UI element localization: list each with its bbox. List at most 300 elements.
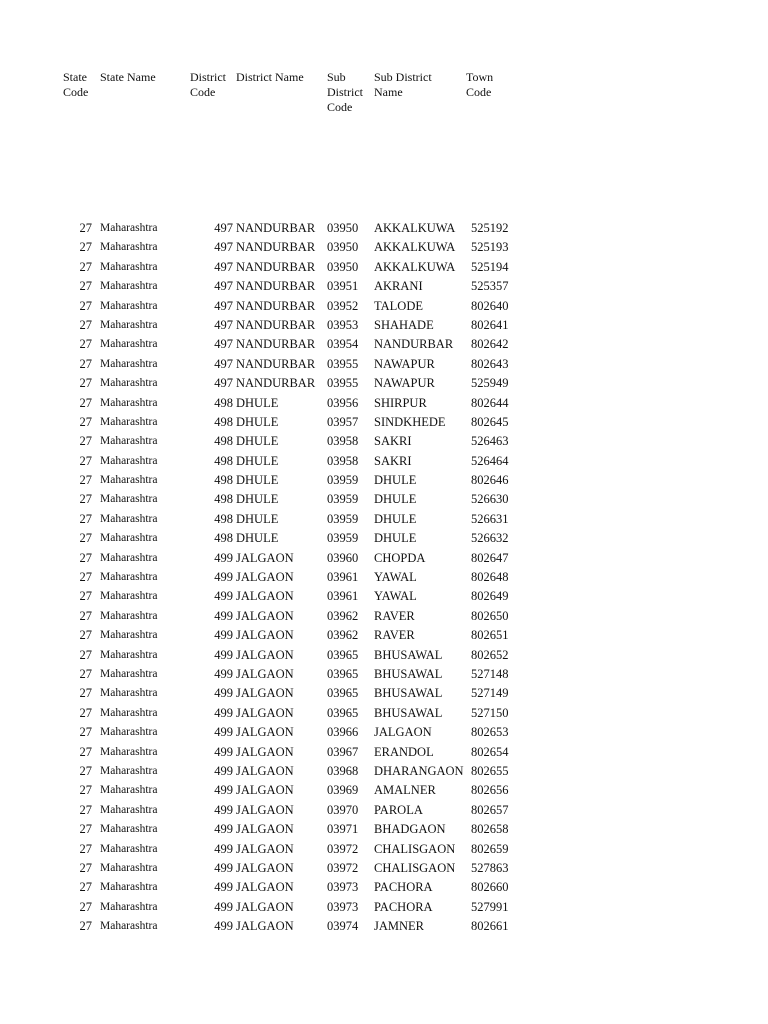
cell-sub-district-code: 03950	[327, 240, 359, 255]
cell-town-code: 802658	[471, 822, 509, 837]
cell-state-code: 27	[79, 395, 92, 410]
header-district-name: District Name	[236, 70, 304, 84]
cell-district-name: NANDURBAR	[236, 221, 316, 235]
cell-sub-district-name: CHOPDA	[374, 550, 426, 565]
cell-state-code: 27	[79, 919, 92, 934]
table-row	[0, 665, 768, 684]
cell-town-code: 802646	[471, 473, 509, 488]
table-row	[0, 413, 768, 432]
cell-sub-district-name: PAROLA	[374, 802, 423, 817]
cell-district-name: DHULE	[236, 414, 279, 429]
cell-district-name: JALGAON	[236, 686, 294, 701]
cell-state-code: 27	[79, 337, 92, 352]
table-row	[0, 219, 768, 238]
cell-state-name: Maharashtra	[100, 823, 158, 836]
cell-state-code: 27	[79, 279, 92, 294]
cell-state-code: 27	[79, 317, 92, 332]
cell-sub-district-code: 03958	[327, 434, 359, 449]
cell-sub-district-name: BHUSAWAL	[374, 686, 443, 701]
cell-sub-district-code: 03955	[327, 356, 359, 371]
cell-district-code: 499	[214, 802, 233, 817]
cell-town-code: 802656	[471, 783, 509, 798]
cell-district-name: JALGAON	[236, 550, 294, 565]
table-row	[0, 743, 768, 762]
cell-district-name: JALGAON	[236, 647, 294, 662]
cell-district-name: JALGAON	[236, 802, 294, 817]
cell-sub-district-code: 03961	[327, 589, 359, 604]
table-row	[0, 840, 768, 859]
table-row	[0, 335, 768, 354]
cell-district-code: 499	[214, 783, 233, 798]
cell-sub-district-code: 03957	[327, 414, 359, 429]
cell-town-code: 525194	[471, 259, 509, 274]
cell-sub-district-code: 03967	[327, 744, 359, 759]
cell-state-code: 27	[79, 511, 92, 526]
cell-district-name: DHULE	[236, 511, 279, 526]
cell-state-name: Maharashtra	[100, 609, 158, 622]
cell-state-name: Maharashtra	[100, 764, 158, 777]
cell-district-code: 499	[214, 666, 233, 681]
cell-state-name: Maharashtra	[100, 377, 158, 390]
cell-district-name: NANDURBAR	[236, 298, 316, 313]
cell-sub-district-code: 03965	[327, 666, 359, 681]
cell-town-code: 802653	[471, 725, 509, 740]
cell-district-name: JALGAON	[236, 608, 294, 623]
cell-district-code: 498	[214, 453, 233, 468]
cell-town-code: 802651	[471, 628, 509, 643]
cell-sub-district-name: PACHORA	[374, 899, 433, 914]
cell-state-code: 27	[79, 376, 92, 391]
cell-state-code: 27	[79, 453, 92, 468]
cell-sub-district-code: 03969	[327, 783, 359, 798]
cell-state-name: Maharashtra	[100, 784, 158, 797]
cell-district-code: 499	[214, 686, 233, 701]
cell-state-name: Maharashtra	[100, 726, 158, 739]
cell-sub-district-code: 03954	[327, 337, 359, 352]
cell-town-code: 526631	[471, 511, 509, 526]
table-row	[0, 374, 768, 393]
cell-district-code: 499	[214, 880, 233, 895]
cell-district-code: 499	[214, 860, 233, 875]
cell-sub-district-code: 03970	[327, 802, 359, 817]
cell-state-name: Maharashtra	[100, 861, 158, 874]
cell-district-name: JALGAON	[236, 628, 294, 643]
cell-district-code: 499	[214, 628, 233, 643]
cell-district-code: 499	[214, 589, 233, 604]
cell-state-code: 27	[79, 473, 92, 488]
cell-state-name: Maharashtra	[100, 648, 158, 661]
cell-sub-district-code: 03965	[327, 686, 359, 701]
cell-town-code: 525949	[471, 376, 509, 391]
cell-state-code: 27	[79, 570, 92, 585]
cell-state-name: Maharashtra	[100, 435, 158, 448]
cell-town-code: 802645	[471, 414, 509, 429]
cell-district-name: NANDURBAR	[236, 337, 316, 352]
cell-state-name: Maharashtra	[100, 551, 158, 564]
cell-sub-district-name: AKRANI	[374, 279, 423, 294]
cell-sub-district-name: JALGAON	[374, 725, 432, 740]
cell-sub-district-code: 03965	[327, 647, 359, 662]
table-row	[0, 878, 768, 897]
cell-district-code: 499	[214, 744, 233, 759]
cell-sub-district-code: 03973	[327, 880, 359, 895]
table-row	[0, 238, 768, 257]
cell-district-code: 499	[214, 550, 233, 565]
cell-district-name: JALGAON	[236, 570, 294, 585]
table-row	[0, 587, 768, 606]
cell-state-code: 27	[79, 763, 92, 778]
cell-sub-district-name: RAVER	[374, 628, 415, 643]
cell-sub-district-code: 03972	[327, 841, 359, 856]
cell-state-code: 27	[79, 860, 92, 875]
cell-sub-district-code: 03972	[327, 860, 359, 875]
cell-district-code: 499	[214, 919, 233, 934]
cell-district-code: 499	[214, 647, 233, 662]
cell-state-code: 27	[79, 550, 92, 565]
cell-state-code: 27	[79, 725, 92, 740]
table-row	[0, 316, 768, 335]
table-row	[0, 646, 768, 665]
table-row	[0, 490, 768, 509]
table-row	[0, 258, 768, 277]
cell-district-code: 497	[214, 376, 233, 391]
cell-district-name: NANDURBAR	[236, 240, 316, 255]
cell-state-code: 27	[79, 531, 92, 546]
cell-state-name: Maharashtra	[100, 493, 158, 506]
cell-sub-district-code: 03960	[327, 550, 359, 565]
header-town-code: Town Code	[466, 70, 494, 99]
cell-district-code: 498	[214, 414, 233, 429]
cell-state-code: 27	[79, 414, 92, 429]
table-row	[0, 781, 768, 800]
cell-town-code: 527863	[471, 860, 509, 875]
cell-sub-district-code: 03974	[327, 919, 359, 934]
cell-sub-district-name: ERANDOL	[374, 744, 434, 759]
cell-sub-district-name: RAVER	[374, 608, 415, 623]
cell-town-code: 802640	[471, 298, 509, 313]
cell-district-code: 498	[214, 473, 233, 488]
cell-sub-district-name: BHUSAWAL	[374, 666, 443, 681]
cell-sub-district-code: 03965	[327, 705, 359, 720]
cell-state-name: Maharashtra	[100, 571, 158, 584]
cell-state-name: Maharashtra	[100, 881, 158, 894]
cell-district-name: JALGAON	[236, 744, 294, 759]
cell-district-code: 497	[214, 356, 233, 371]
cell-town-code: 802647	[471, 550, 509, 565]
cell-district-code: 497	[214, 317, 233, 332]
cell-town-code: 525192	[471, 221, 509, 235]
cell-state-name: Maharashtra	[100, 532, 158, 545]
header-district-code: District Code	[190, 70, 226, 99]
cell-sub-district-code: 03956	[327, 395, 359, 410]
cell-sub-district-name: YAWAL	[374, 570, 417, 585]
cell-district-name: DHULE	[236, 531, 279, 546]
cell-sub-district-name: BHUSAWAL	[374, 705, 443, 720]
cell-district-code: 499	[214, 822, 233, 837]
cell-sub-district-name: CHALISGAON	[374, 860, 456, 875]
cell-state-name: Maharashtra	[100, 512, 158, 525]
cell-sub-district-name: AKKALKUWA	[374, 240, 456, 255]
cell-district-name: JALGAON	[236, 899, 294, 914]
table-row	[0, 898, 768, 917]
cell-state-code: 27	[79, 434, 92, 449]
table-row	[0, 510, 768, 529]
cell-district-code: 499	[214, 705, 233, 720]
cell-sub-district-code: 03971	[327, 822, 359, 837]
cell-district-code: 498	[214, 395, 233, 410]
cell-sub-district-name: SAKRI	[374, 434, 412, 449]
cell-town-code: 802650	[471, 608, 509, 623]
cell-town-code: 802654	[471, 744, 509, 759]
cell-state-code: 27	[79, 492, 92, 507]
cell-state-code: 27	[79, 589, 92, 604]
cell-district-code: 497	[214, 221, 233, 235]
cell-town-code: 802661	[471, 919, 509, 934]
table-row	[0, 471, 768, 490]
cell-town-code: 802644	[471, 395, 509, 410]
cell-state-code: 27	[79, 298, 92, 313]
header-state-name: State Name	[100, 70, 156, 84]
table-row	[0, 684, 768, 703]
cell-state-name: Maharashtra	[100, 803, 158, 816]
table-row	[0, 801, 768, 820]
cell-district-name: DHULE	[236, 492, 279, 507]
cell-state-code: 27	[79, 259, 92, 274]
cell-sub-district-code: 03959	[327, 531, 359, 546]
cell-district-name: DHULE	[236, 453, 279, 468]
cell-sub-district-code: 03959	[327, 473, 359, 488]
cell-sub-district-name: YAWAL	[374, 589, 417, 604]
table-row	[0, 762, 768, 781]
cell-state-code: 27	[79, 744, 92, 759]
cell-town-code: 526464	[471, 453, 509, 468]
cell-district-code: 497	[214, 279, 233, 294]
table-row	[0, 277, 768, 296]
cell-state-code: 27	[79, 647, 92, 662]
table-row	[0, 859, 768, 878]
cell-state-code: 27	[79, 899, 92, 914]
cell-sub-district-name: JAMNER	[374, 919, 425, 934]
cell-sub-district-code: 03958	[327, 453, 359, 468]
cell-sub-district-name: AKKALKUWA	[374, 221, 456, 235]
cell-district-name: JALGAON	[236, 763, 294, 778]
table-row	[0, 549, 768, 568]
table-row	[0, 820, 768, 839]
table-row	[0, 529, 768, 548]
table-row	[0, 452, 768, 471]
cell-state-code: 27	[79, 705, 92, 720]
cell-town-code: 802652	[471, 647, 509, 662]
cell-state-name: Maharashtra	[100, 842, 158, 855]
cell-state-name: Maharashtra	[100, 241, 158, 254]
cell-sub-district-name: AMALNER	[374, 783, 436, 798]
cell-sub-district-code: 03959	[327, 511, 359, 526]
cell-town-code: 802659	[471, 841, 509, 856]
cell-state-name: Maharashtra	[100, 590, 158, 603]
cell-state-name: Maharashtra	[100, 706, 158, 719]
cell-state-name: Maharashtra	[100, 260, 158, 273]
cell-sub-district-code: 03966	[327, 725, 359, 740]
cell-sub-district-name: DHULE	[374, 511, 417, 526]
cell-sub-district-code: 03962	[327, 608, 359, 623]
header-state-code: State Code	[63, 70, 89, 99]
cell-sub-district-name: AKKALKUWA	[374, 259, 456, 274]
cell-district-name: JALGAON	[236, 705, 294, 720]
cell-state-name: Maharashtra	[100, 415, 158, 428]
cell-town-code: 802643	[471, 356, 509, 371]
cell-state-name: Maharashtra	[100, 396, 158, 409]
cell-state-code: 27	[79, 356, 92, 371]
cell-town-code: 526632	[471, 531, 509, 546]
cell-town-code: 802655	[471, 763, 509, 778]
cell-sub-district-name: PACHORA	[374, 880, 433, 895]
cell-sub-district-name: SAKRI	[374, 453, 412, 468]
cell-district-name: JALGAON	[236, 589, 294, 604]
cell-town-code: 526463	[471, 434, 509, 449]
table-row	[0, 355, 768, 374]
cell-state-name: Maharashtra	[100, 318, 158, 331]
cell-district-name: NANDURBAR	[236, 376, 316, 391]
cell-district-code: 499	[214, 608, 233, 623]
cell-state-name: Maharashtra	[100, 338, 158, 351]
cell-town-code: 802648	[471, 570, 509, 585]
cell-district-code: 499	[214, 899, 233, 914]
cell-sub-district-name: SINDKHEDE	[374, 414, 446, 429]
table-row	[0, 704, 768, 723]
cell-sub-district-code: 03955	[327, 376, 359, 391]
cell-state-name: Maharashtra	[100, 280, 158, 293]
table-row	[0, 626, 768, 645]
cell-district-name: NANDURBAR	[236, 279, 316, 294]
cell-state-name: Maharashtra	[100, 687, 158, 700]
table-row	[0, 297, 768, 316]
cell-state-name: Maharashtra	[100, 745, 158, 758]
cell-district-name: JALGAON	[236, 860, 294, 875]
cell-state-name: Maharashtra	[100, 629, 158, 642]
cell-town-code: 802642	[471, 337, 509, 352]
cell-district-name: DHULE	[236, 395, 279, 410]
cell-district-code: 497	[214, 259, 233, 274]
cell-district-name: NANDURBAR	[236, 259, 316, 274]
cell-state-name: Maharashtra	[100, 299, 158, 312]
cell-state-code: 27	[79, 880, 92, 895]
cell-district-code: 498	[214, 434, 233, 449]
cell-sub-district-name: DHULE	[374, 492, 417, 507]
cell-state-code: 27	[79, 628, 92, 643]
cell-town-code: 802660	[471, 880, 509, 895]
cell-sub-district-code: 03961	[327, 570, 359, 585]
cell-state-name: Maharashtra	[100, 357, 158, 370]
cell-sub-district-code: 03973	[327, 899, 359, 914]
cell-state-name: Maharashtra	[100, 222, 158, 234]
cell-town-code: 527149	[471, 686, 509, 701]
table-row	[0, 723, 768, 742]
cell-state-code: 27	[79, 686, 92, 701]
cell-sub-district-name: NAWAPUR	[374, 356, 435, 371]
cell-district-name: JALGAON	[236, 666, 294, 681]
cell-town-code: 527148	[471, 666, 509, 681]
header-sub-district-name: Sub District Name	[374, 70, 432, 99]
cell-state-code: 27	[79, 240, 92, 255]
cell-district-name: DHULE	[236, 473, 279, 488]
cell-district-name: JALGAON	[236, 822, 294, 837]
cell-state-name: Maharashtra	[100, 920, 158, 933]
cell-state-code: 27	[79, 802, 92, 817]
cell-sub-district-name: DHARANGAON	[374, 763, 464, 778]
cell-town-code: 525193	[471, 240, 509, 255]
cell-district-code: 498	[214, 511, 233, 526]
cell-state-code: 27	[79, 666, 92, 681]
cell-sub-district-name: BHUSAWAL	[374, 647, 443, 662]
cell-sub-district-name: SHIRPUR	[374, 395, 427, 410]
cell-state-code: 27	[79, 608, 92, 623]
cell-state-code: 27	[79, 221, 92, 235]
cell-town-code: 802649	[471, 589, 509, 604]
cell-town-code: 527991	[471, 899, 509, 914]
cell-sub-district-name: SHAHADE	[374, 317, 434, 332]
cell-district-name: DHULE	[236, 434, 279, 449]
cell-district-name: JALGAON	[236, 725, 294, 740]
cell-district-code: 497	[214, 298, 233, 313]
cell-sub-district-name: NAWAPUR	[374, 376, 435, 391]
cell-sub-district-code: 03968	[327, 763, 359, 778]
cell-district-name: JALGAON	[236, 841, 294, 856]
table-row	[0, 917, 768, 936]
table-row	[0, 607, 768, 626]
cell-state-name: Maharashtra	[100, 454, 158, 467]
cell-district-code: 499	[214, 725, 233, 740]
cell-sub-district-code: 03950	[327, 221, 359, 235]
cell-sub-district-name: BHADGAON	[374, 822, 446, 837]
cell-district-name: JALGAON	[236, 783, 294, 798]
header-sub-district-code: Sub District Code	[327, 70, 363, 114]
cell-town-code: 525357	[471, 279, 509, 294]
cell-district-code: 497	[214, 240, 233, 255]
cell-sub-district-name: CHALISGAON	[374, 841, 456, 856]
cell-state-name: Maharashtra	[100, 667, 158, 680]
cell-sub-district-code: 03952	[327, 298, 359, 313]
cell-district-code: 499	[214, 763, 233, 778]
cell-state-code: 27	[79, 783, 92, 798]
cell-district-name: JALGAON	[236, 880, 294, 895]
cell-district-code: 499	[214, 841, 233, 856]
cell-sub-district-code: 03953	[327, 317, 359, 332]
cell-state-code: 27	[79, 822, 92, 837]
cell-sub-district-name: NANDURBAR	[374, 337, 454, 352]
cell-state-name: Maharashtra	[100, 474, 158, 487]
cell-state-name: Maharashtra	[100, 900, 158, 913]
cell-town-code: 527150	[471, 705, 509, 720]
cell-sub-district-code: 03959	[327, 492, 359, 507]
table-row	[0, 394, 768, 413]
table-row	[0, 568, 768, 587]
cell-sub-district-name: DHULE	[374, 473, 417, 488]
cell-district-code: 497	[214, 337, 233, 352]
cell-town-code: 526630	[471, 492, 509, 507]
cell-sub-district-code: 03962	[327, 628, 359, 643]
cell-district-code: 499	[214, 570, 233, 585]
cell-district-name: NANDURBAR	[236, 317, 316, 332]
cell-town-code: 802657	[471, 802, 509, 817]
cell-district-name: JALGAON	[236, 919, 294, 934]
cell-district-code: 498	[214, 531, 233, 546]
cell-state-code: 27	[79, 841, 92, 856]
cell-sub-district-name: TALODE	[374, 298, 423, 313]
cell-town-code: 802641	[471, 317, 509, 332]
cell-sub-district-code: 03951	[327, 279, 359, 294]
cell-sub-district-code: 03950	[327, 259, 359, 274]
cell-district-code: 498	[214, 492, 233, 507]
